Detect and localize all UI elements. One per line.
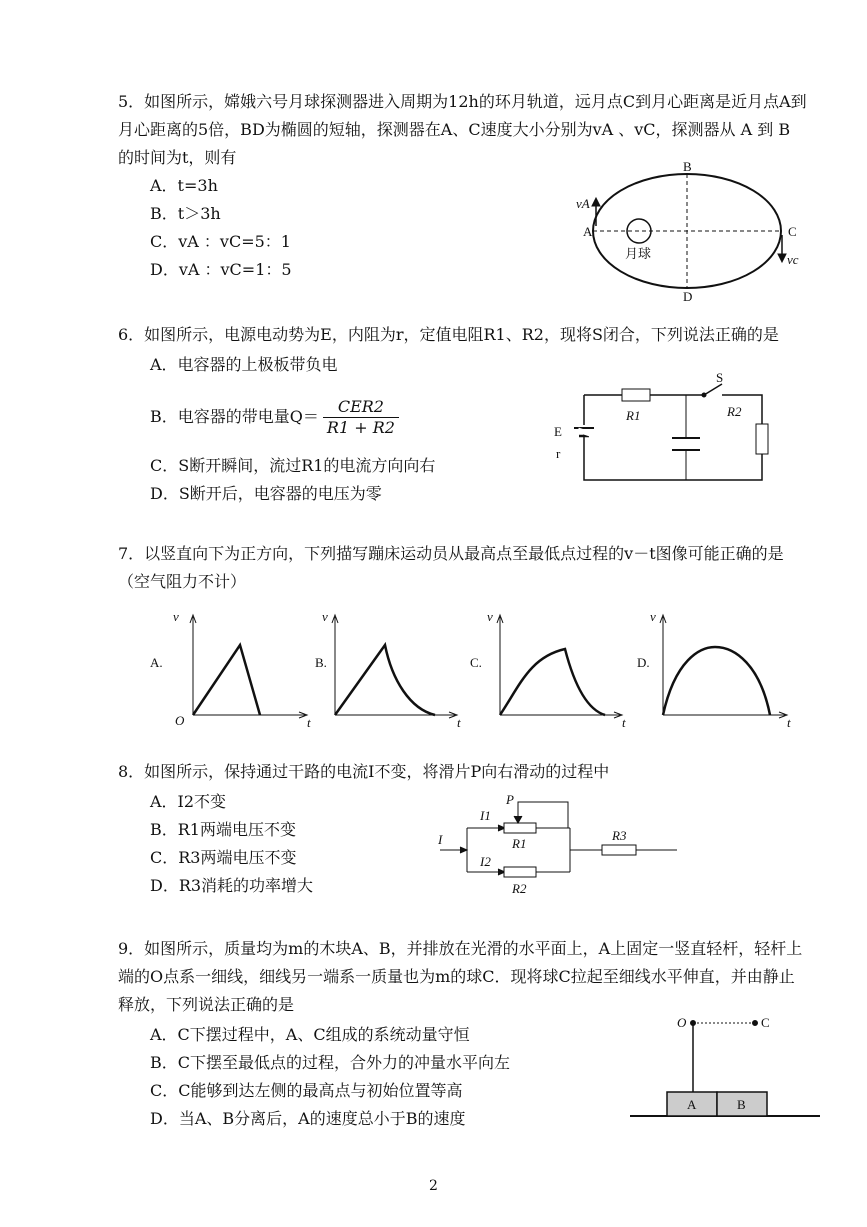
fraction-denominator: R1 + R2 <box>326 418 395 437</box>
option-b-prefix: B．电容器的带电量Q＝ <box>150 407 319 426</box>
option-a: A．I2不变 <box>150 792 227 811</box>
question-stem: 6．如图所示，电源电动势为E，内阻为r，定值电阻R1、R2，现将S闭合，下列说法正确的是 <box>118 325 779 344</box>
label-i: I <box>438 832 443 847</box>
graph-c-label: C. <box>470 655 482 670</box>
page-number: 2 <box>429 1178 438 1194</box>
label-o: O <box>677 1015 687 1030</box>
option-d: D．vA ：vC=1：5 <box>150 260 292 279</box>
charge-fraction <box>323 397 399 438</box>
label-c: C <box>761 1015 770 1030</box>
label-vc: vc <box>787 252 799 267</box>
option-d: D．R3消耗的功率增大 <box>150 876 314 895</box>
label-e: E <box>554 424 562 439</box>
label-a: A <box>687 1097 697 1112</box>
question-stem: 5．如图所示，嫦娥六号月球探测器进入周期为12h的环月轨道，远月点C到月心距离是近月点A到月心距离的5倍，BD为椭圆的短轴，探测器在A、C速度大小分别为vA 、vC，探测器从 A 到 B 的时间为t，则有 <box>118 92 807 167</box>
label-r1: R1 <box>512 836 527 851</box>
option-c: C．S断开瞬间，流过R1的电流方向向右 <box>150 456 436 475</box>
graph-c-t: t <box>622 715 626 730</box>
label-b: B <box>737 1097 746 1112</box>
graph-b <box>315 609 461 730</box>
graph-d-label: D. <box>637 655 650 670</box>
label-a: A <box>583 224 593 239</box>
graph-a-origin: O <box>175 713 185 728</box>
graph-b-t: t <box>457 715 461 730</box>
label-r3: R3 <box>612 828 627 843</box>
label-i1: I1 <box>480 808 491 823</box>
label-c: C <box>788 224 797 239</box>
option-a: A．t=3h <box>150 176 218 195</box>
question-stem: 8．如图所示，保持通过干路的电流I不变，将滑片P向右滑动的过程中 <box>118 762 610 781</box>
label-moon: 月球 <box>625 246 652 261</box>
vt-graphs-figure <box>145 605 805 730</box>
parallel-circuit-figure <box>432 790 682 900</box>
question-stem: 7．以竖直向下为正方向，下列描写蹦床运动员从最高点至最低点过程的v－t图像可能正确的是（空气阻力不计） <box>118 544 784 591</box>
option-d: D．S断开后，电容器的电压为零 <box>150 484 382 503</box>
fraction-numerator: CER2 <box>323 397 399 418</box>
label-p: P <box>506 792 514 807</box>
label-s: S <box>716 370 724 385</box>
label-i2: I2 <box>480 854 491 869</box>
option-c: C．R3两端电压不变 <box>150 848 297 867</box>
option-b: B．C下摆至最低点的过程，合外力的冲量水平向左 <box>150 1053 511 1072</box>
pendulum-blocks-figure <box>625 1008 825 1123</box>
graph-a-v: v <box>173 609 179 624</box>
graph-b-label: B. <box>315 655 327 670</box>
label-r1: R1 <box>626 408 641 423</box>
question-7 <box>118 540 818 596</box>
option-c: C．vA ：vC=5：1 <box>150 232 291 251</box>
label-r2: R2 <box>512 881 527 896</box>
graph-c-v: v <box>487 609 493 624</box>
label-r: r <box>556 446 561 461</box>
lunar-orbit-figure <box>572 160 812 305</box>
graph-b-v: v <box>322 609 328 624</box>
option-c: C．C能够到达左侧的最高点与初始位置等高 <box>150 1081 463 1100</box>
graph-a-label: A. <box>150 655 163 670</box>
option-a: A．C下摆过程中，A、C组成的系统动量守恒 <box>150 1025 470 1044</box>
label-r2: R2 <box>727 404 742 419</box>
question-stem: 9．如图所示，质量均为m的木块A、B，并排放在光滑的水平面上，A上固定一竖直轻杆，轻杆上端的O点系一细线，细线另一端系一质量也为m的球C．现将球C拉起至细线水平伸直，并由静止释放，下列说法正确的是 <box>118 939 803 1014</box>
label-b: B <box>683 160 692 174</box>
graph-d-t: t <box>787 715 791 730</box>
option-b: B．t＞3h <box>150 204 221 223</box>
graph-d-v: v <box>650 609 656 624</box>
option-d: D．当A、B分离后，A的速度总小于B的速度 <box>150 1109 466 1128</box>
graph-d <box>637 609 791 730</box>
option-a: A．电容器的上极板带负电 <box>150 355 338 374</box>
graph-a-t: t <box>307 715 311 730</box>
label-d: D <box>683 289 693 304</box>
option-b: B．R1两端电压不变 <box>150 820 296 839</box>
graph-c <box>470 609 626 730</box>
graph-a <box>150 609 311 730</box>
capacitor-circuit-figure <box>552 370 782 485</box>
label-va: vA <box>576 196 590 211</box>
